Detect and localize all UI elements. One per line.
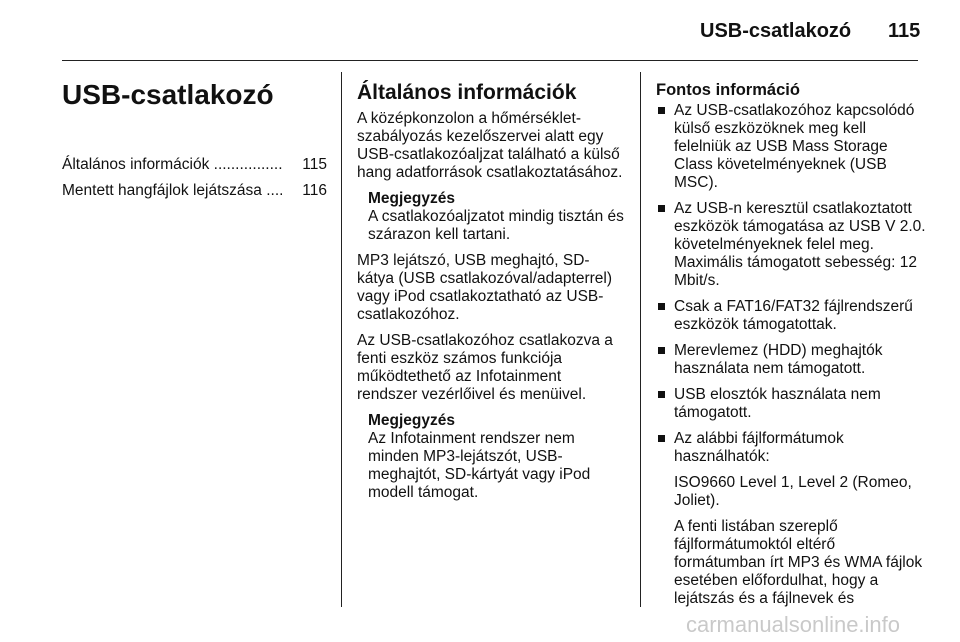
paragraph-controls: Az USB-csatlakozóhoz csatlakozva a fenti eszköz számos funkciója működtethető az Infotainment rendszer vezérlőivel és menüivel.	[357, 332, 613, 403]
note-title: Megjegyzés	[368, 412, 456, 429]
square-bullet-icon	[658, 303, 665, 310]
column-divider-2	[640, 72, 641, 607]
list-item: Az USB-n keresztül csatlakoztatott eszközök támogatása az USB V 2.0. követelményeknek felel meg. Maximális támogatott sebesség: 12 Mbit/s.	[656, 200, 926, 290]
square-bullet-icon	[658, 435, 665, 442]
header-rule	[62, 60, 918, 61]
square-bullet-icon	[658, 391, 665, 398]
toc-column	[62, 72, 327, 208]
section-title-important-info: Fontos információ	[656, 81, 800, 99]
toc-leader-dots: ....	[261, 182, 284, 199]
toc-entry-playback[interactable]	[62, 182, 327, 200]
toc-entry-page: 116	[302, 182, 327, 199]
note-text: A csatlakozóaljzatot mindig tisztán és szárazon kell tartani.	[368, 208, 624, 243]
toc-entry-label: Általános információk	[62, 156, 210, 173]
page-number: 115	[888, 20, 921, 42]
note-text: Az Infotainment rendszer nem minden MP3-lejátszót, USB-meghajtót, SD-kártyát vagy iPod modell támogat.	[368, 430, 591, 501]
section-title-general-info: Általános információk	[357, 81, 577, 104]
toc-leader-dots: ................	[209, 156, 283, 173]
bullet-list	[656, 102, 926, 608]
square-bullet-icon	[658, 205, 665, 212]
note-keep-clean	[368, 190, 625, 244]
watermark: carmanualsonline.info	[686, 612, 901, 637]
square-bullet-icon	[658, 347, 665, 354]
chapter-title: USB-csatlakozó	[62, 79, 274, 110]
column-divider-1	[341, 72, 342, 607]
running-header-title: USB-csatlakozó	[700, 20, 852, 42]
toc-entry-label: Mentett hangfájlok lejátszása	[62, 182, 262, 199]
toc-entry-general-info[interactable]	[62, 156, 327, 174]
file-formats: ISO9660 Level 1, Level 2 (Romeo, Joliet).	[674, 474, 912, 509]
list-item: Az alábbi fájlformátumok használhatók: ISO9660 Level 1, Level 2 (Romeo, Joliet). A fenti listában szereplő fájlformátumoktól eltérő formátumban írt MP3 és WMA fájlok esetében előfordulhat, hogy a lejátszás és a fájlnevek és	[656, 430, 926, 608]
paragraph-devices: MP3 lejátszó, USB meghajtó, SD-kátya (USB csatlakozóval/adapterrel) vagy iPod csatlakoztatható az USB-csatlakozóhoz.	[357, 252, 613, 323]
list-item: Az USB-csatlakozóhoz kapcsolódó külső eszközöknek meg kell felelniük az USB Mass Storage Class követelményeknek (USB MSC).	[656, 102, 926, 192]
file-formats-note: A fenti listában szereplő fájlformátumoktól eltérő formátumban írt MP3 és WMA fájlok esetében előfordulhat, hogy a lejátszás és a fájlnevek és	[674, 518, 923, 607]
square-bullet-icon	[658, 107, 665, 114]
list-item: Merevlemez (HDD) meghajtók használata nem támogatott.	[656, 342, 926, 378]
list-item: USB elosztók használata nem támogatott.	[656, 386, 926, 422]
list-item: Csak a FAT16/FAT32 fájlrendszerű eszközök támogatottak.	[656, 298, 926, 334]
toc-entry-page: 115	[302, 156, 327, 173]
general-info-column	[357, 72, 625, 510]
note-title: Megjegyzés	[368, 190, 456, 207]
important-info-column	[656, 72, 926, 616]
paragraph-usb-location: A középkonzolon a hőmérséklet-szabályozás kezelőszervei alatt egy USB-csatlakozóaljzat található a külső hang adatforrások csatlakoztatásához.	[357, 110, 623, 181]
note-compatibility	[368, 412, 625, 502]
